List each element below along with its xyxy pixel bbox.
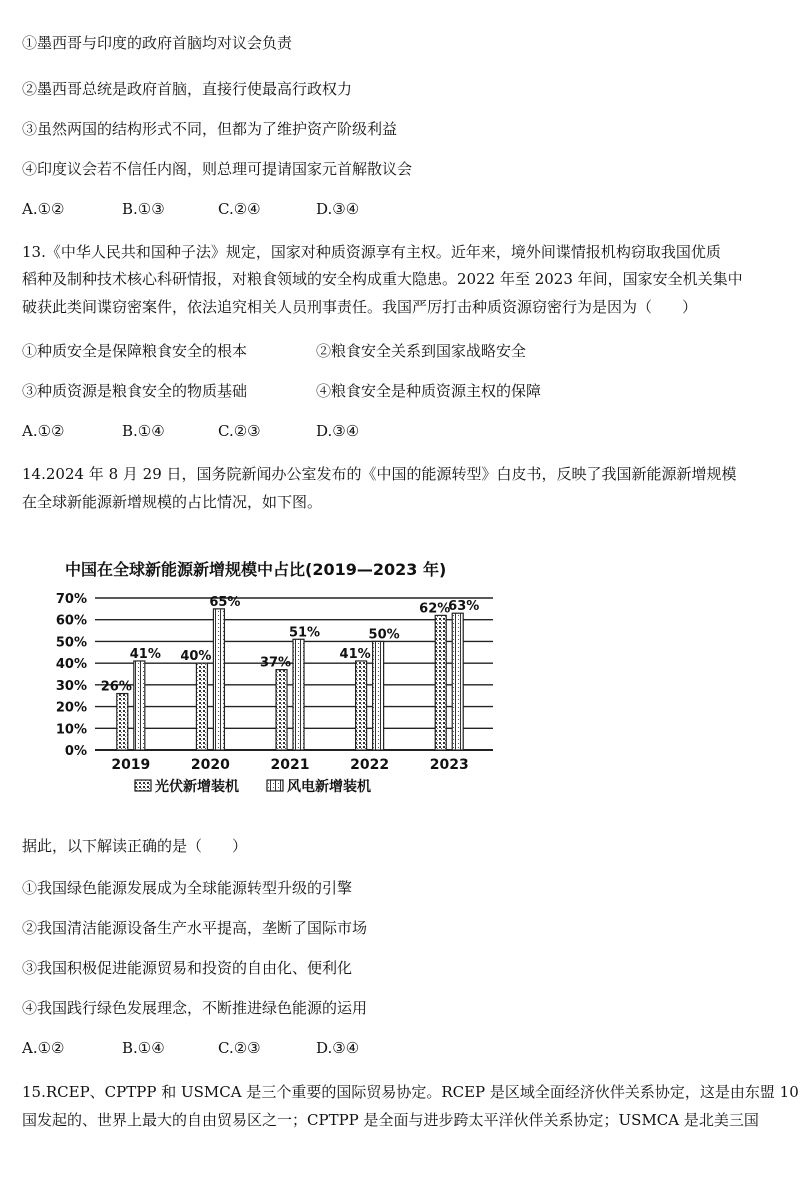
x-tick-label: 2023 [429, 757, 469, 773]
q14-prompt: 据此，以下解读正确的是（ ） [22, 837, 248, 855]
q14-choice-a: A.①② [22, 1039, 65, 1057]
q13-choice-c: C.②③ [218, 422, 261, 440]
y-tick-label: 60% [55, 613, 87, 629]
q12-choice-d: D.③④ [316, 200, 360, 218]
data-label: 41% [339, 646, 371, 662]
q14-choice-c: C.②③ [218, 1039, 261, 1057]
q15-stem-line-1: 15.RCEP、CPTPP 和 USMCA 是三个重要的国际贸易协定。RCEP 是区域全面经济伙伴关系协定，这是由东盟 10 [22, 1083, 799, 1101]
bar-wind [293, 639, 304, 750]
y-tick-label: 10% [55, 722, 87, 738]
q14-statement-4: ④我国践行绿色发展理念，不断推进绿色能源的运用 [22, 999, 368, 1017]
data-label: 51% [288, 625, 321, 641]
q14-stem-line-1: 14.2024 年 8 月 29 日，国务院新闻办公室发布的《中国的能源转型》白皮书，反映了我国新能源新增规模 [22, 465, 737, 483]
y-tick-label: 50% [55, 635, 87, 651]
value-labels [101, 595, 480, 695]
q13-statement-2: ②粮食安全关系到国家战略安全 [316, 342, 527, 360]
legend-label-pv: 光伏新增装机 [155, 779, 239, 795]
chart-legend [135, 778, 371, 795]
legend-label-wind: 风电新增装机 [287, 779, 371, 795]
x-tick-label: 2022 [350, 757, 390, 773]
q13-statement-3: ③种质资源是粮食安全的物质基础 [22, 382, 248, 400]
q12-statement-3: ③虽然两国的结构形式不同，但都为了维护资产阶级利益 [22, 120, 398, 138]
q12-choice-c: C.②④ [218, 200, 261, 218]
bar-pv [117, 694, 128, 750]
y-tick-label: 0% [64, 744, 87, 759]
data-label: 37% [259, 655, 292, 671]
data-label: 26% [100, 679, 132, 695]
q14-choice-d: D.③④ [316, 1039, 360, 1057]
legend-swatch-wind [267, 780, 283, 791]
bar-pv [276, 670, 287, 750]
chart-title: 中国在全球新能源新增规模中占比(2019—2023 年) [65, 560, 447, 579]
q12-choice-b: B.①③ [122, 200, 165, 218]
y-tick-label: 70% [55, 592, 87, 607]
x-tick-label: 2020 [190, 757, 230, 773]
q14-statement-3: ③我国积极促进能源贸易和投资的自由化、便利化 [22, 959, 353, 977]
data-label: 41% [129, 646, 161, 662]
x-tick-label: 2019 [111, 757, 151, 773]
x-axis [111, 757, 468, 773]
bar-wind [373, 641, 384, 750]
bar-wind [213, 609, 224, 750]
q14-statement-2: ②我国清洁能源设备生产水平提高，垄断了国际市场 [22, 919, 368, 937]
data-label: 50% [368, 627, 400, 643]
q12-statement-1: ①墨西哥与印度的政府首脑均对议会负责 [22, 34, 293, 52]
y-tick-label: 30% [55, 678, 87, 694]
y-tick-label: 20% [55, 700, 87, 716]
q13-choice-a: A.①② [22, 422, 65, 440]
q13-stem-line-1: 13.《中华人民共和国种子法》规定，国家对种质资源享有主权。近年来，境外间谍情报机构窃取我国优质 [22, 243, 721, 261]
q12-choice-a: A.①② [22, 200, 65, 218]
bar-pv [356, 661, 367, 750]
q15-stem-line-2: 国发起的、世界上最大的自由贸易区之一；CPTPP 是全面与进步跨太平洋伙伴关系协定；USMCA 是北美三国 [22, 1111, 759, 1129]
q13-stem-line-3: 破获此类间谍窃密案件，依法追究相关人员刑事责任。我国严厉打击种质资源窃密行为是因为（ ） [22, 298, 698, 316]
data-label: 62% [419, 601, 451, 617]
q14-statement-1: ①我国绿色能源发展成为全球能源转型升级的引擎 [22, 879, 353, 897]
data-label: 40% [180, 649, 212, 665]
legend-swatch-pv [135, 780, 151, 791]
q13-choice-d: D.③④ [316, 422, 360, 440]
q13-stem-line-2: 稻种及制种技术核心科研情报，对粮食领域的安全构成重大隐患。2022 年至 2023 年间，国家安全机关集中 [22, 270, 743, 288]
data-label: 63% [448, 599, 480, 615]
q14-stem-line-2: 在全球新能源新增规模的占比情况，如下图。 [22, 493, 323, 511]
x-tick-label: 2021 [270, 757, 310, 773]
q14-choice-b: B.①④ [122, 1039, 165, 1057]
bar-wind [134, 661, 145, 750]
data-label: 65% [209, 594, 241, 610]
bar-chart [55, 550, 495, 800]
y-tick-label: 40% [55, 657, 87, 673]
q13-statement-1: ①种质安全是保障粮食安全的根本 [22, 342, 248, 360]
q13-choice-b: B.①④ [122, 422, 165, 440]
q12-statement-2: ②墨西哥总统是政府首脑，直接行使最高行政权力 [22, 80, 353, 98]
q12-statement-4: ④印度议会若不信任内阁，则总理可提请国家元首解散议会 [22, 160, 413, 178]
bar-wind [452, 613, 463, 750]
q13-statement-4: ④粮食安全是种质资源主权的保障 [316, 382, 542, 400]
bar-pv [435, 615, 446, 750]
y-axis [56, 592, 87, 759]
bar-pv [196, 663, 207, 750]
